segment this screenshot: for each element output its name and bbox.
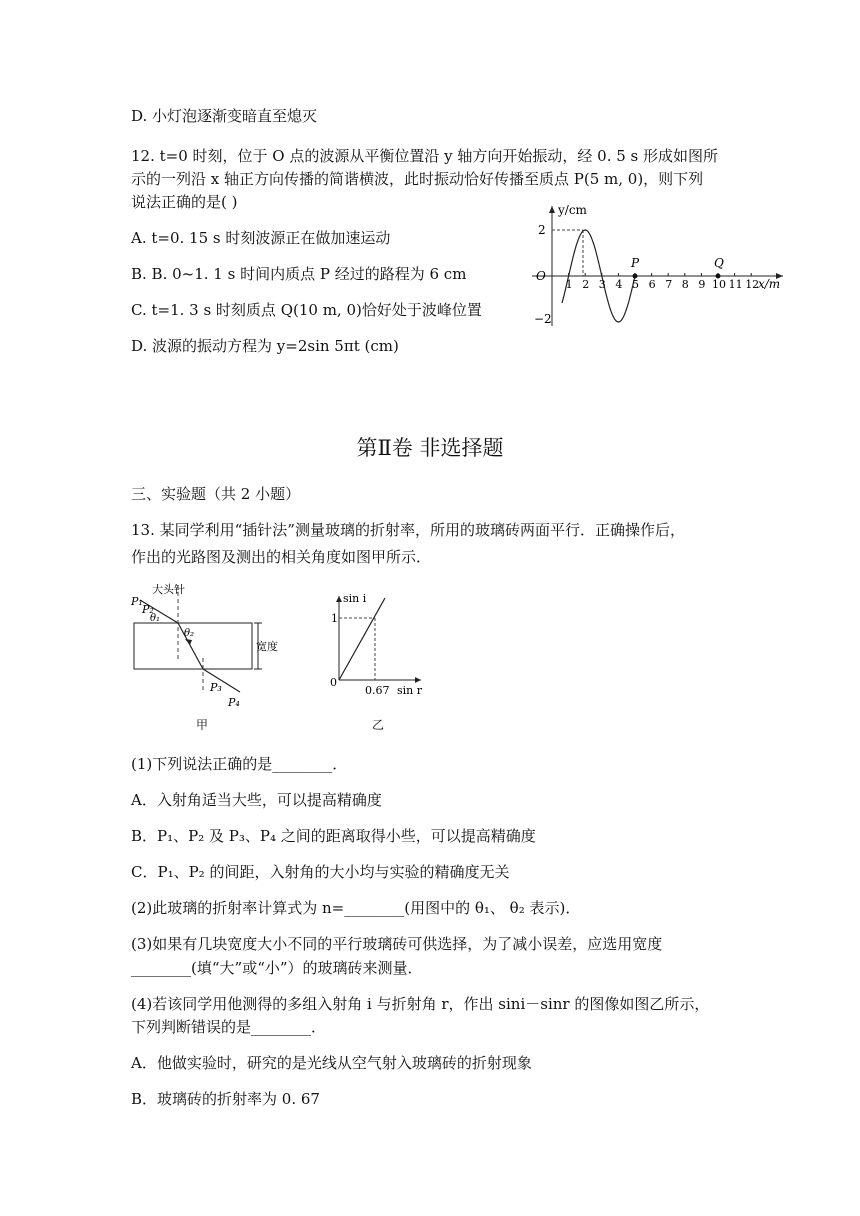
q13-stem-line-1: 13. 某同学利用“插针法”测量玻璃的折射率，所用的玻璃砖两面平行．正确操作后， (131, 521, 685, 539)
y-tick-negative: −2 (534, 312, 552, 326)
x-tick-label: 7 (665, 278, 673, 291)
q12-option-d: D. 波源的振动方程为 y=2sin 5πt (cm) (131, 337, 399, 355)
q13-sub2: (2)此玻璃的折射率计算式为 n=________(用图中的 θ₁、 θ₂ 表示)． (131, 899, 581, 917)
yi-x-tick: 0.67 (365, 684, 390, 697)
q13-sub4-option-b: B．玻璃砖的折射率为 0. 67 (131, 1090, 320, 1108)
previous-question-option-d: D. 小灯泡逐渐变暗直至熄灭 (131, 107, 318, 125)
section-title: 第Ⅱ卷 非选择题 (356, 436, 504, 460)
theta1-label: θ₁ (150, 613, 161, 624)
pin-p1-label: P₁ (131, 595, 143, 608)
x-tick-label: 4 (615, 278, 623, 291)
q12-option-b: B. B. 0~1. 1 s 时间内质点 P 经过的路程为 6 cm (131, 265, 467, 283)
x-tick-label: 8 (681, 278, 689, 291)
q13-sub4-line-2: 下列判断错误的是________． (131, 1018, 327, 1036)
pin-p4-label: P₄ (228, 696, 240, 709)
x-tick-label: 5 (632, 278, 639, 291)
x-tick-label: 2 (582, 278, 590, 291)
section-3-heading: 三、实验题（共 2 小题） (131, 485, 301, 503)
q13-sub1-option-c: C．P₁、P₂ 的间距，入射角的大小均与实验的精确度无关 (131, 863, 510, 881)
yi-y-tick: 1 (331, 612, 338, 625)
q13-sub1: (1)下列说法正确的是________． (131, 755, 348, 773)
x-tick-label: 12 (745, 278, 760, 291)
q12-stem-line-1: 12. t=0 时刻，位于 O 点的波源从平衡位置沿 y 轴方向开始振动，经 0. 5 s 形成如图所 (131, 147, 719, 165)
origin-label: O (536, 269, 546, 283)
point-q-label: Q (714, 256, 724, 270)
theta2-label: θ₂ (184, 628, 195, 639)
y-axis-arrow (549, 206, 555, 213)
pin-p2-label: P₂ (142, 603, 154, 616)
x-axis-label: x/m (758, 277, 781, 291)
q13-stem-line-2: 作出的光路图及测出的相关角度如图甲所示． (131, 548, 432, 566)
q13-sub1-option-a: A．入射角适当大些，可以提高精确度 (131, 791, 382, 809)
point-p-label: P (631, 256, 640, 270)
y-tick-positive: 2 (538, 223, 546, 237)
q12-stem-line-2: 示的一列沿 x 轴正方向传播的简谐横波，此时振动恰好传播至质点 P(5 m, 0)，则下列 (131, 170, 704, 188)
yi-data-line (339, 598, 385, 680)
x-tick-label: 11 (728, 278, 743, 291)
yi-x-arrow (415, 677, 421, 683)
pin-p3-label: P₃ (210, 681, 222, 694)
figure-yi-sin-graph (325, 588, 425, 698)
yi-y-arrow (336, 596, 342, 602)
y-axis-label: y/cm (558, 203, 587, 217)
wave-graph (528, 198, 790, 330)
yi-y-label: sin i (343, 592, 367, 605)
x-tick-label: 6 (648, 278, 656, 291)
q12-stem-line-3: 说法正确的是( ) (131, 193, 238, 211)
width-label: 宽度 (256, 640, 278, 653)
q13-sub1-option-b: B．P₁、P₂ 及 P₃、P₄ 之间的距离取得小些，可以提高精确度 (131, 827, 536, 845)
x-tick-label: 10 (712, 278, 726, 291)
q13-sub3-line-2: ________(填“大”或“小”）的玻璃砖来测量． (131, 959, 423, 977)
q12-option-c: C. t=1. 3 s 时刻质点 Q(10 m, 0)恰好处于波峰位置 (131, 301, 482, 319)
x-tick-label: 3 (598, 278, 606, 291)
q12-option-a: A. t=0. 15 s 时刻波源正在做加速运动 (131, 229, 391, 247)
point-p-dot (633, 274, 638, 279)
q13-sub3-line-1: (3)如果有几块宽度大小不同的平行玻璃砖可供选择，为了减小误差，应选用宽度 (131, 935, 663, 953)
figure-jia-light-path (128, 580, 288, 720)
figure-jia-caption: 甲 (196, 718, 209, 732)
yi-x-label: sin r (397, 684, 423, 697)
x-tick-label: 9 (698, 278, 706, 291)
figure-yi-caption: 乙 (372, 718, 385, 732)
q13-sub4-option-a: A．他做实验时，研究的是光线从空气射入玻璃砖的折射现象 (131, 1054, 532, 1072)
ray-arrow (185, 639, 192, 645)
x-tick-label: 1 (565, 278, 573, 291)
q13-sub4-line-1: (4)若该同学用他测得的多组入射角 i 与折射角 r，作出 sini－sinr 的图像如图乙所示， (131, 995, 710, 1013)
pin-label: 大头针 (152, 583, 185, 596)
yi-origin: 0 (330, 676, 337, 689)
point-q-dot (716, 274, 721, 279)
wave-axes (532, 206, 783, 326)
